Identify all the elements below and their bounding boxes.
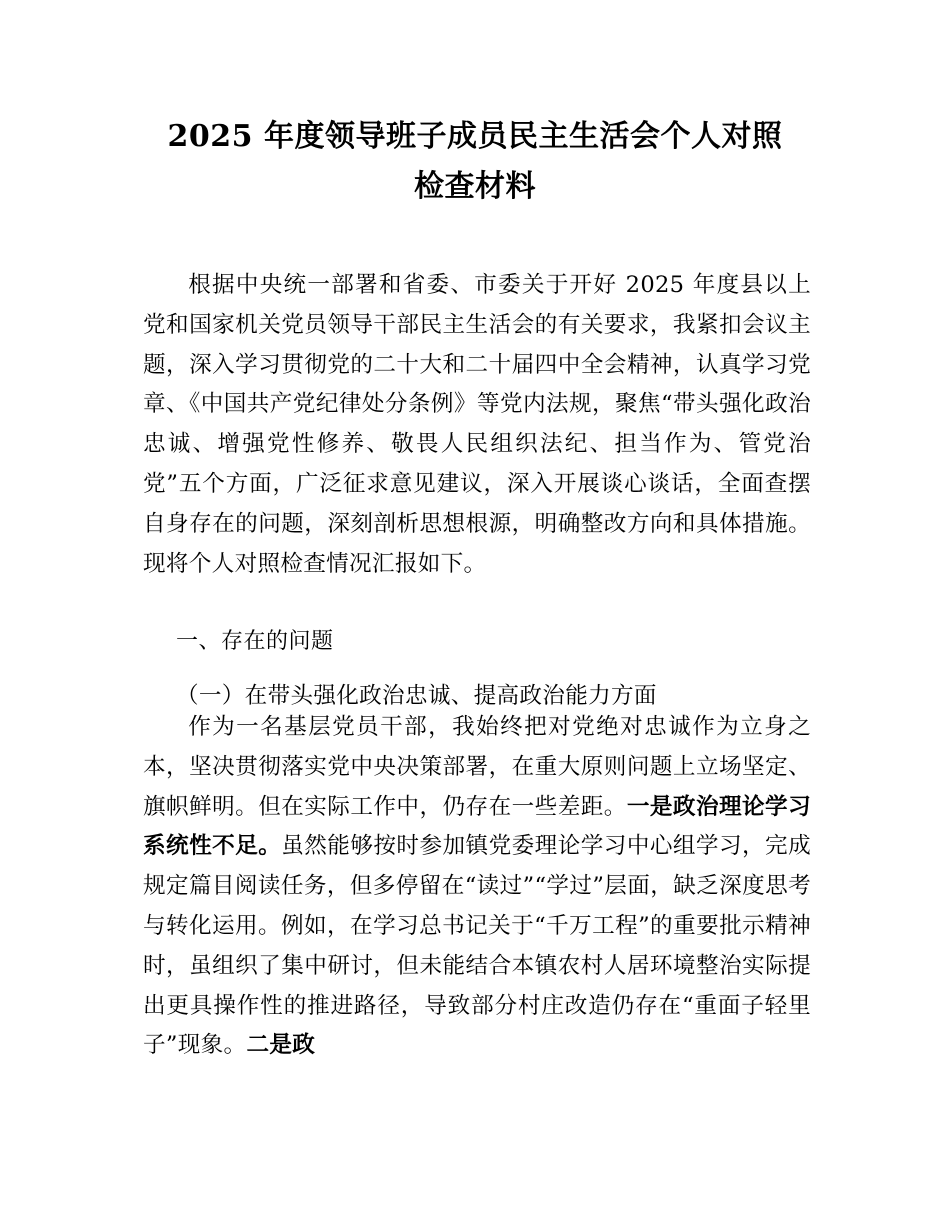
bold-point-two: 二是政	[246, 1032, 316, 1059]
intro-paragraph: 根据中央统一部署和省委、市委关于开好 2025 年度县以上党和国家机关党员领导干部民主生活会的有关要求，我紧扣会议主题，深入学习贯彻党的二十大和二十届四中全会精神，认真学习党章、《中国共产党纪律处分条例》等党内法规，聚焦“带头强化政治忠诚、增强党性修养、敬畏人民组织法纪、担当作为、管党治党”五个方面，广泛征求意见建议，深入开展谈心谈话，全面查摆自身存在的问题，深刻剖析思想根源，明确整改方向和具体措施。现将个人对照检查情况汇报如下。	[143, 272, 811, 577]
political-loyalty-paragraph	[143, 708, 811, 1066]
section-heading-problems: 一、存在的问题	[176, 629, 334, 654]
paragraph-text-b: 虽然能够按时参加镇党委理论学习中心组学习，完成规定篇目阅读任务，但多停留在“读过”“学过”层面，缺乏深度思考与转化运用。例如，在学习总书记关于“千万工程”的重要批示精神时，虽组织了集中研讨，但未能结合本镇农村人居环境整治实际提出更具操作性的推进路径，导致部分村庄改造仍存在“重面子轻里子”现象。	[143, 833, 811, 1059]
paragraph-text-a: 作为一名基层党员干部，我始终把对党绝对忠诚作为立身之本，坚决贯彻落实党中央决策部署，在重大原则问题上立场坚定、旗帜鲜明。但在实际工作中，仍存在一些差距。	[143, 714, 811, 820]
document-title	[100, 112, 850, 212]
bold-point-one: 一是政治理论学习系统性不足。	[143, 793, 811, 860]
title-line-1: 2025 年度领导班子成员民主生活会个人对照	[167, 119, 783, 154]
title-line-2: 检查材料	[414, 169, 536, 204]
subsection-heading-political-loyalty: （一）在带头强化政治忠诚、提高政治能力方面	[176, 683, 657, 709]
